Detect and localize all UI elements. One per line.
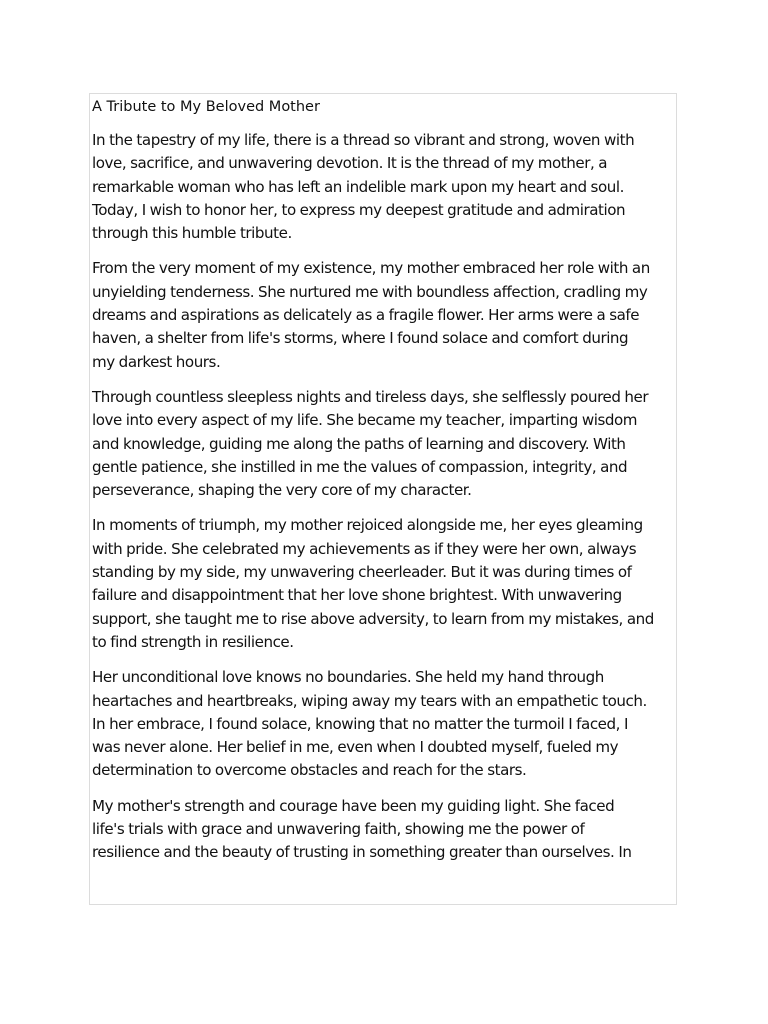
text-line: life's trials with grace and unwavering faith, showing me the power of	[92, 820, 585, 839]
text-line: In moments of triumph, my mother rejoiced alongside me, her eyes gleaming	[92, 516, 643, 535]
text-line: with pride. She celebrated my achievements as if they were her own, always	[92, 539, 637, 558]
document-page	[89, 93, 677, 905]
text-line: From the very moment of my existence, my mother embraced her role with an	[92, 259, 650, 278]
text-line: to find strength in resilience.	[92, 632, 294, 651]
paragraph-3	[92, 386, 676, 502]
text-line: love, sacrifice, and unwavering devotion. It is the thread of my mother, a	[92, 154, 608, 173]
text-line: heartaches and heartbreaks, wiping away my tears with an empathetic touch.	[92, 691, 647, 710]
paragraph-1	[92, 129, 676, 245]
text-line: was never alone. Her belief in me, even when I doubted myself, fueled my	[92, 738, 619, 757]
text-line: determination to overcome obstacles and reach for the stars.	[92, 761, 527, 780]
text-line: Through countless sleepless nights and tireless days, she selflessly poured her	[92, 387, 649, 406]
text-line: perseverance, shaping the very core of my character.	[92, 481, 472, 500]
text-line: unyielding tenderness. She nurtured me with boundless affection, cradling my	[92, 282, 648, 301]
text-line: remarkable woman who has left an indelible mark upon my heart and soul.	[92, 177, 624, 196]
text-line: My mother's strength and courage have been my guiding light. She faced	[92, 796, 615, 815]
text-line: through this humble tribute.	[92, 224, 292, 243]
paragraph-5	[92, 666, 676, 782]
text-line: Her unconditional love knows no boundaries. She held my hand through	[92, 668, 604, 687]
text-line: gentle patience, she instilled in me the values of compassion, integrity, and	[92, 457, 628, 476]
paragraph-6	[92, 795, 676, 865]
text-line: support, she taught me to rise above adversity, to learn from my mistakes, and	[92, 609, 654, 628]
text-line: my darkest hours.	[92, 352, 221, 371]
text-line: dreams and aspirations as delicately as a fragile flower. Her arms were a safe	[92, 306, 640, 325]
text-line: resilience and the beauty of trusting in something greater than ourselves. In	[92, 843, 632, 862]
text-line: haven, a shelter from life's storms, where I found solace and comfort during	[92, 329, 629, 348]
paragraph-4	[92, 514, 676, 654]
text-line: standing by my side, my unwavering cheerleader. But it was during times of	[92, 563, 632, 582]
text-line: In the tapestry of my life, there is a thread so vibrant and strong, woven with	[92, 131, 635, 149]
text-line: and knowledge, guiding me along the paths of learning and discovery. With	[92, 434, 626, 453]
text-line: love into every aspect of my life. She became my teacher, imparting wisdom	[92, 411, 638, 430]
document-title: A Tribute to My Beloved Mother	[92, 99, 320, 115]
text-line: In her embrace, I found solace, knowing that no matter the turmoil I faced, I	[92, 714, 628, 733]
paragraph-2	[92, 257, 676, 373]
text-line: Today, I wish to honor her, to express my deepest gratitude and admiration	[92, 200, 626, 219]
text-line: failure and disappointment that her love shone brightest. With unwavering	[92, 586, 622, 605]
